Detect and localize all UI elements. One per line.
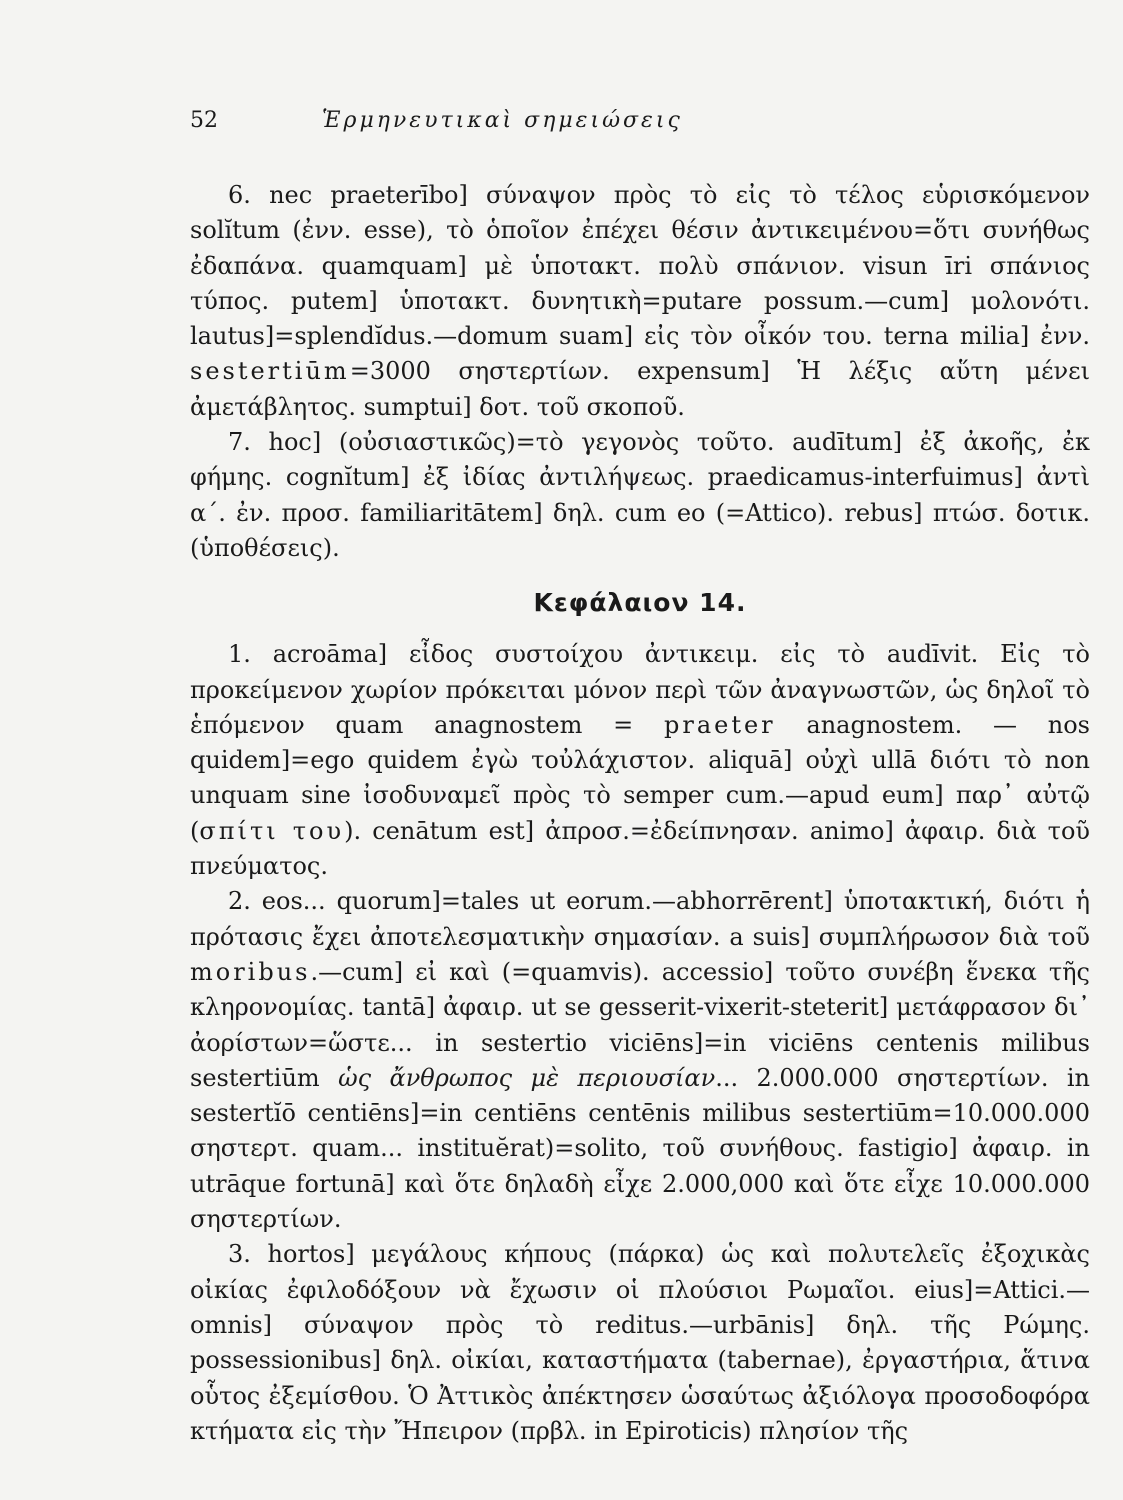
section-14-2-text-1: 2. eos... quorum]=tales ut eorum.—abhorrērent] ὑποτακτική, διότι ἡ πρότασις ἔχει ἀποτελεσματικὴν σημασίαν. a suis] συμπλήρωσον διὰ τοῦ xyxy=(190,887,1090,951)
section-14-1-text-1: 1. acroāma] εἶδος συστοίχου ἀντικειμ. εἰς τὸ audīvit. Εἰς τὸ προκείμενον χωρίον πρόκειται μόνον περὶ τῶν ἀναγνωστῶν, ὡς δηλοῖ τὸ ἑπόμενον quam anagnostem = xyxy=(190,640,1090,739)
page-number: 52 xyxy=(190,108,218,133)
paragraph-section-6 xyxy=(190,178,1090,425)
section-14-2-text-3: ... 2.000.000 σηστερτίων. in sestertĭō centiēns]=in centiēns centēnis milibus sestertiūm=10.000.000 σηστερτ. quam... instituĕrat)=solito, τοῦ συνήθους. fastigio] ἀφαιρ. in utrāque fortunā] καὶ ὅτε δηλαδὴ εἶχε 2.000,000 καὶ ὅτε εἶχε 10.000.000 σηστερτίων. xyxy=(190,1063,1090,1234)
section-7-text: 7. hoc] (οὐσιαστικῶς)=τὸ γεγονὸς τοῦτο. audītum] ἐξ ἀκοῆς, ἐκ φήμης. cognĭtum] ἐξ ἰδίας ἀντιλήψεως. praedicamus-interfuimus] ἀντὶ α΄. ἐν. προσ. familiaritātem] δηλ. cum eo (=Attico). rebus] πτώσ. δοτικ. (ὑποθέσεις). xyxy=(190,428,1090,562)
paragraph-14-2 xyxy=(190,884,1090,1237)
section-14-1-spaced-word: praeter xyxy=(663,710,776,739)
section-14-3-text: 3. hortos] μεγάλους κήπους (πάρκα) ὡς καὶ πολυτελεῖς ἐξοχικὰς οἰκίας ἐφιλοδόξουν νὰ ἔχωσιν οἱ πλούσιοι Ρωμαῖοι. eius]=Attici.— omnis] σύναψον πρὸς τὸ reditus.—urbānis] δηλ. τῆς Ρώμης. possessionibus] δηλ. οἰκίαι, καταστήματα (tabernae), ἐργαστήρια, ἅτινα οὗτος ἐξεμίσθου. Ὁ Ἀττικὸς ἀπέκτησεν ὡσαύτως ἀξιόλογα προσοδοφόρα κτήματα εἰς τὴν Ἤπειρον (πρβλ. in Epiroticis) πλησίον τῆς xyxy=(190,1240,1090,1445)
paragraph-14-3 xyxy=(190,1237,1090,1449)
page-header xyxy=(190,108,1090,142)
section-14-1-spaced-phrase: σπίτι του xyxy=(199,816,345,845)
section-14-1-text-3: ). cenātum est] ἀπροσ.=ἐδείπνησαν. animo] ἀφαιρ. διὰ τοῦ πνεύματος. xyxy=(190,816,1090,881)
section-14-2-text-2: .—cum] εἰ καὶ (=quamvis). accessio] τοῦτο συνέβη ἕνεκα τῆς κληρονομίας. tantā] ἀφαιρ. ut se gesserit-vixerit-steterit] μετάφρασον δι᾽ ἀορίστων=ὥστε... in sestertio viciēns]=in viciēns centenis milibus sestertiūm xyxy=(190,957,1090,1092)
section-14-1-text-2: anagnostem. — nos quidem]=ego quidem ἐγὼ τοὐλάχιστον. aliquā] οὐχὶ ullā διότι τὸ non unquam sine ἰσοδυναμεῖ πρὸς τὸ semper cum.—apud eum] παρ᾽ αὐτῷ ( xyxy=(190,710,1090,845)
section-6-text-1: 6. nec praeterībo] σύναψον πρὸς τὸ εἰς τὸ τέλος εὑρισκόμενον solĭtum (ἐνν. esse), τὸ ὁποῖον ἐπέχει θέσιν ἀντικειμένου=ὅτι συνήθως ἐδαπάνα. quamquam] μὲ ὑποτακτ. πολὺ σπάνιον. visun īri σπάνιος τύπος. putem] ὑποτακτ. δυνητικὴ=putare possum.—cum] μολονότι. lautus]=splendĭdus.—domum suam] εἰς τὸν οἶκόν του. terna milia] ἐνν. xyxy=(190,181,1090,351)
document-page xyxy=(190,108,1090,1449)
section-14-2-italic-phrase: ὡς ἄνθρωπος μὲ περιουσίαν xyxy=(338,1063,716,1092)
running-title: Ἑρμηνευτικαὶ σημειώσεις xyxy=(322,108,683,133)
section-6-text-2: =3000 σηστερτίων. expensum] Ἡ λέξις αὕτη μένει ἀμετάβλητος. sumptui] δοτ. τοῦ σκοποῦ. xyxy=(190,357,1090,421)
section-14-2-spaced-word: moribus xyxy=(190,957,311,986)
paragraph-section-7 xyxy=(190,425,1090,566)
chapter-heading: Κεφάλαιον 14. xyxy=(533,588,747,618)
section-6-spaced-word: sestertiūm xyxy=(190,357,350,386)
paragraph-14-1 xyxy=(190,637,1090,884)
